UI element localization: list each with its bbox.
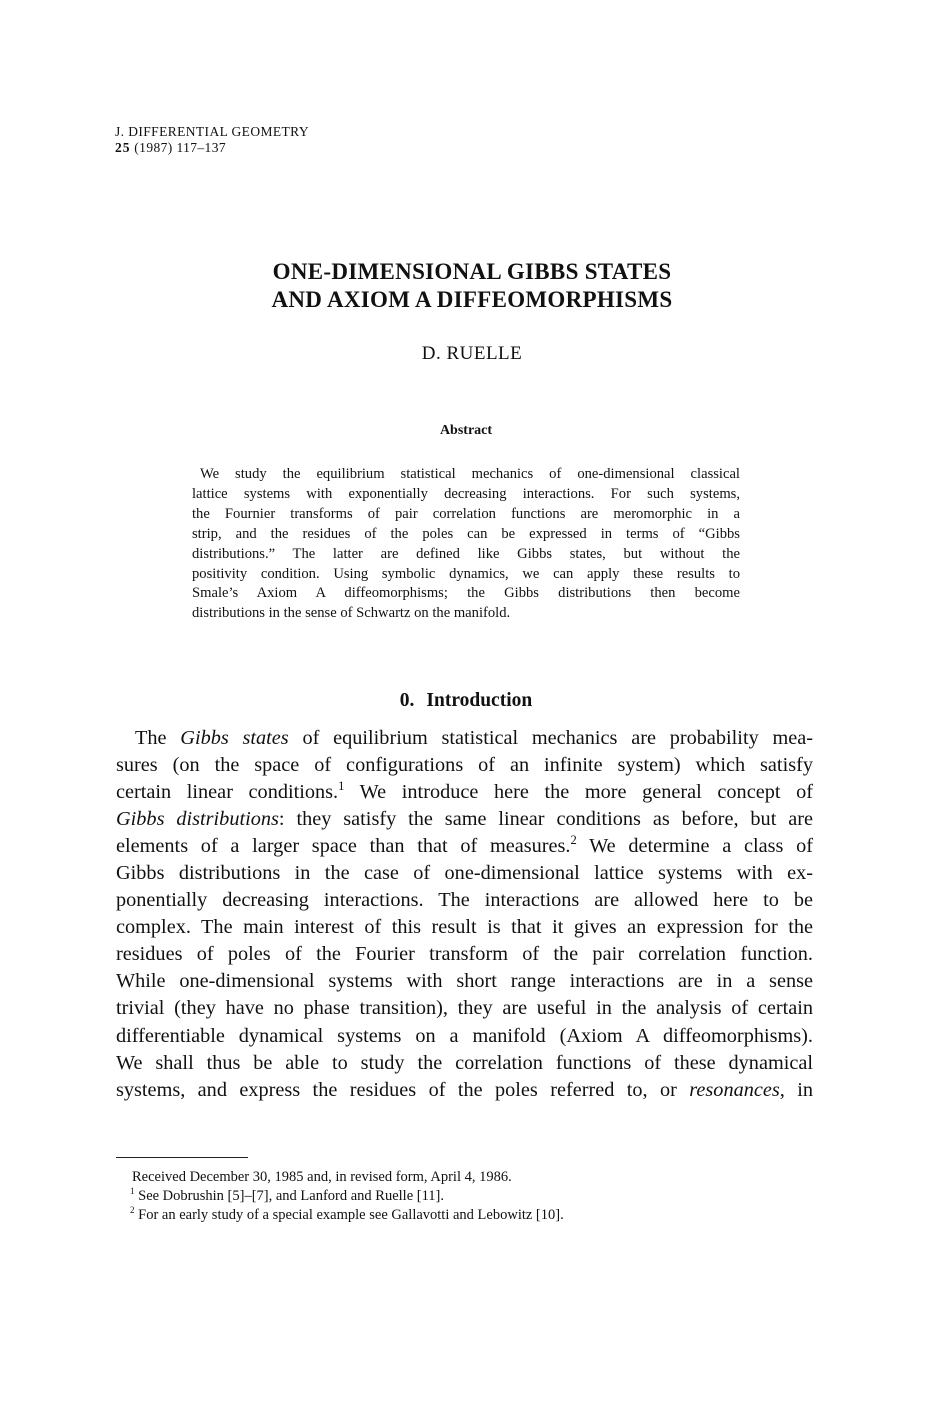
- paper-title-line-1: ONE-DIMENSIONAL GIBBS STATES: [272, 259, 672, 284]
- abstract-line: distributions in the sense of Schwartz on the manifold.: [192, 605, 511, 622]
- body-text: [116, 725, 813, 1104]
- body-line: certain linear conditions.$^1$ We introduce here the more general concept of: [116, 779, 813, 804]
- section-title: Introduction: [426, 690, 533, 711]
- received-note: Received December 30, 1985 and, in revised form, April 4, 1986.: [132, 1169, 512, 1185]
- body-line: systems, and express the residues of the poles referred to, or resonances, in: [116, 1078, 813, 1101]
- body-line: Gibbs distributions in the case of one-dimensional lattice systems with ex-: [116, 862, 813, 885]
- footnote-1: $^1$ See Dobrushin [5]–[7], and Lanford and Ruelle [11].: [130, 1186, 445, 1204]
- paper-title-line-2: AND AXIOM A DIFFEOMORPHISMS: [271, 287, 673, 312]
- term-gibbs-distributions: Gibbs distributions: [116, 808, 279, 831]
- journal-volume-line: [115, 140, 309, 156]
- body-line: residues of poles of the Fourier transform of the pair correlation function.: [116, 943, 813, 966]
- abstract-line: We study the equilibrium statistical mechanics of one-dimensional classical: [200, 466, 740, 482]
- journal-volume: 25: [115, 140, 131, 155]
- body-line: elements of a larger space than that of measures.$^2$ We determine a class of: [116, 833, 813, 858]
- body-line: ponentially decreasing interactions. The interactions are allowed here to be: [116, 889, 813, 912]
- footnote-mark-1: 1: [130, 1186, 135, 1197]
- body-line: Gibbs distributions: they satisfy the same linear conditions as before, but are: [116, 808, 813, 831]
- section-number: 0.: [399, 690, 415, 711]
- abstract-line: Smale’s Axiom A diffeomorphisms; the Gibbs distributions then become: [192, 585, 740, 602]
- body-line: The Gibbs states of equilibrium statistical mechanics are probability mea-: [135, 727, 814, 749]
- journal-name: J. DIFFERENTIAL GEOMETRY: [115, 124, 309, 139]
- paper-title: [140, 258, 804, 314]
- abstract-line: lattice systems with exponentially decreasing interactions. For such systems,: [192, 485, 740, 502]
- body-line: sures (on the space of configurations of an infinite system) which satisfy: [116, 754, 813, 777]
- term-resonances: resonances: [689, 1078, 780, 1101]
- body-line: We shall thus be able to study the correlation functions of these dynamical: [116, 1051, 813, 1074]
- abstract-text: [192, 465, 740, 624]
- journal-pages: (1987) 117–137: [134, 140, 226, 155]
- term-gibbs-states: Gibbs states: [180, 727, 289, 749]
- abstract-line: distributions.” The latter are defined like Gibbs states, but without the: [192, 545, 740, 562]
- paper-author: D. RUELLE: [421, 343, 523, 364]
- journal-header: [115, 124, 309, 156]
- body-line: complex. The main interest of this result is that it gives an expression for the: [116, 916, 813, 939]
- body-line: trivial (they have no phase transition), they are useful in the analysis of certain: [116, 997, 813, 1020]
- abstract-line: positivity condition. Using symbolic dynamics, we can apply these results to: [192, 565, 740, 582]
- footnote-2: $^2$ For an early study of a special example see Gallavotti and Lebowitz [10].: [130, 1205, 564, 1223]
- footnote-ref-1: 1: [338, 779, 345, 794]
- footnotes: [130, 1168, 564, 1225]
- section-heading: [140, 690, 792, 712]
- abstract-line: the Fournier transforms of pair correlation functions are meromorphic in a: [192, 505, 740, 522]
- abstract-line: strip, and the residues of the poles can be expressed in terms of “Gibbs: [192, 525, 740, 542]
- abstract-heading: Abstract: [439, 423, 493, 438]
- body-line: While one-dimensional systems with short range interactions are in a sense: [116, 970, 813, 993]
- footnote-ref-2: 2: [570, 833, 577, 848]
- footnote-mark-2: 2: [130, 1205, 135, 1216]
- body-line: differentiable dynamical systems on a manifold (Axiom A diffeomorphisms).: [116, 1024, 813, 1047]
- footnote-rule: [116, 1157, 248, 1158]
